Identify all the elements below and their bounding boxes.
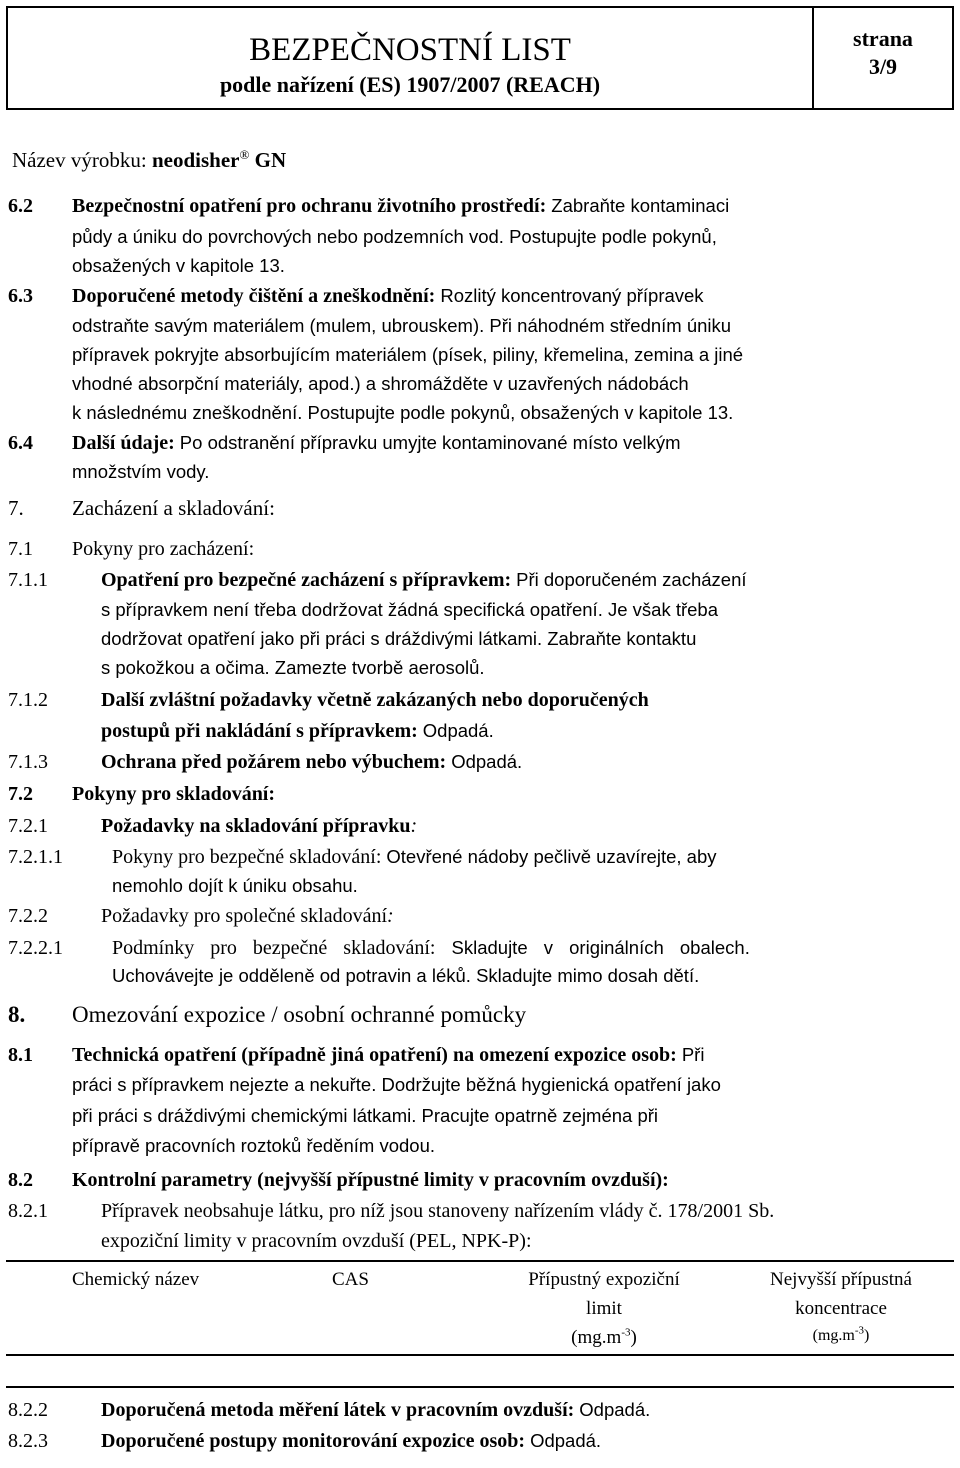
document-header (6, 6, 954, 110)
body-text: při práci s dráždivými chemickými látkami. Pracujte opatrně zejména při (72, 1105, 659, 1126)
body-text: k následnému zneškodnění. (72, 402, 303, 423)
section-7-2-1-line (101, 814, 417, 838)
document-subtitle: podle nařízení (ES) 1907/2007 (REACH) (219, 72, 601, 97)
document-title: BEZPEČNOSTNÍ LIST (249, 32, 571, 68)
section-number: 7.1.2 (8, 689, 48, 711)
body-text: Postupujte podle pokynů, obsažených v kapitole 13. (307, 402, 734, 423)
section-number: 8.1 (8, 1044, 33, 1066)
body-text: Uchovávejte je odděleně od potravin a léků. Skladujte mimo dosah dětí. (112, 965, 700, 986)
section-number: 7.2.1.1 (8, 846, 63, 868)
section-number: 8. (8, 1002, 26, 1027)
section-heading: Bezpečnostní opatření pro ochranu životního prostředí: (72, 195, 547, 217)
section-7-1-3-line (101, 750, 522, 774)
section-heading: Pokyny pro skladování: (72, 783, 276, 805)
subsection-label: Pokyny pro bezpečné skladování: (112, 846, 382, 868)
heading-colon: : (387, 905, 394, 927)
body-text: Po odstranění přípravku umyjte kontaminované místo velkým (179, 432, 681, 453)
body-text: půdy a úniku do povrchových nebo podzemních vod. Postupujte podle pokynů, (72, 226, 717, 247)
section-number: 6.3 (8, 285, 33, 307)
section-7-1-1-line-1 (101, 568, 747, 592)
unit-exponent: -3 (621, 1326, 631, 1339)
section-heading: postupů při nakládání s přípravkem: (101, 720, 418, 742)
section-6-3-line-4 (72, 372, 689, 396)
section-heading: Další zvláštní požadavky včetně zakázaných nebo doporučených (101, 689, 649, 711)
body-text: přípravě pracovních roztoků ředěním vodou. (72, 1135, 435, 1156)
body-text: Odpadá. (530, 1430, 602, 1451)
unit-close: ) (630, 1327, 637, 1348)
section-heading: Další údaje: (72, 432, 175, 454)
heading-colon: : (410, 815, 418, 837)
section-number: 7.2.1 (8, 815, 48, 837)
header-line: Nejvyšší přípustná (770, 1269, 912, 1290)
body-text: Zabraňte kontaminaci (551, 195, 730, 216)
body-text: Při doporučeném zacházení (516, 569, 747, 590)
section-heading: Ochrana před požárem nebo výbuchem: (101, 751, 447, 773)
body-text: množstvím vody. (72, 461, 210, 482)
body-text: Rozlitý koncentrovaný přípravek (440, 285, 704, 306)
section-number: 8.2.1 (8, 1200, 48, 1222)
subsection-label: Požadavky pro společné skladování (101, 905, 388, 927)
section-heading: Doporučené metody čištění a zneškodnění: (72, 285, 436, 307)
section-number: 7.2.2.1 (8, 937, 63, 959)
table-header-chemical-name: Chemický název (72, 1269, 200, 1290)
section-number: 8.2 (8, 1169, 33, 1191)
section-heading: Požadavky na skladování přípravku (101, 815, 411, 837)
section-number: 8.2.2 (8, 1399, 48, 1421)
section-8-2-2-line (101, 1398, 650, 1422)
section-number: 7.1 (8, 538, 33, 560)
page-number: 3/9 (868, 54, 898, 79)
section-8-2-3-line (101, 1429, 601, 1453)
table-header-border (6, 1354, 954, 1356)
body-text: expoziční limity v pracovním ovzduší (PEL, NPK-P): (101, 1230, 532, 1252)
section-heading: Technická opatření (případně jiná opatření) na omezení expozice osob: (72, 1044, 677, 1066)
body-text: obsažených v kapitole 13. (72, 255, 285, 276)
body-text: Odpadá. (422, 720, 494, 741)
section-heading: Omezování expozice / osobní ochranné pomůcky (72, 1002, 527, 1027)
unit-text: (mg.m (812, 1327, 855, 1344)
section-7-2-2-1-line-1 (112, 936, 750, 960)
section-heading: Doporučené postupy monitorování expozice osob: (101, 1430, 526, 1452)
header-unit (728, 1322, 954, 1349)
section-7-2-2-line (101, 904, 394, 928)
section-number: 7.2 (8, 783, 33, 805)
unit-close: ) (864, 1327, 870, 1344)
section-8-1-line-1 (72, 1043, 704, 1067)
body-text: Odpadá. (451, 751, 523, 772)
body-text: Při (681, 1044, 705, 1065)
section-number: 6.2 (8, 195, 33, 217)
body-text: Odpadá. (579, 1399, 651, 1420)
section-6-2-line-1 (72, 194, 729, 218)
header-line: koncentrace (795, 1298, 887, 1319)
body-text: Přípravek neobsahuje látku, pro níž jsou stanoveny nařízením vlády č. 178/2001 Sb. (101, 1200, 775, 1222)
body-text: nemohlo dojít k úniku obsahu. (112, 875, 358, 896)
section-7-2-1-1-line-1 (112, 845, 716, 869)
section-number: 7.1.3 (8, 751, 48, 773)
section-heading: Pokyny pro zacházení: (72, 538, 255, 560)
body-text: Skladujte v originálních obalech. (451, 937, 750, 958)
table-header-cas: CAS (332, 1269, 369, 1290)
product-label: Název výrobku: (12, 148, 147, 172)
section-heading: Zacházení a skladování: (72, 496, 275, 520)
section-6-3-line-1 (72, 284, 704, 308)
product-name: neodisher (151, 148, 240, 172)
section-7-1-2-line-2 (101, 719, 494, 743)
section-6-3-line-5 (72, 401, 733, 425)
page-label: strana (853, 26, 913, 51)
section-heading: Opatření pro bezpečné zacházení s přípravkem: (101, 569, 512, 591)
section-heading: Doporučená metoda měření látek v pracovním ovzduší: (101, 1399, 575, 1421)
registered-mark: ® (239, 147, 250, 162)
header-line: limit (586, 1298, 622, 1319)
product-suffix: GN (254, 148, 287, 172)
table-bottom-border (6, 1386, 954, 1388)
section-6-4-line-1 (72, 431, 681, 455)
product-line (12, 148, 286, 172)
unit-exponent: -3 (854, 1324, 865, 1337)
body-text: Otevřené nádoby pečlivě uzavírejte, aby (386, 846, 717, 867)
section-heading: Kontrolní parametry (nejvyšší přípustné limity v pracovním ovzduší): (72, 1169, 669, 1191)
body-text: s pokožkou a očima. Zamezte tvorbě aerosolů. (101, 657, 485, 678)
header-unit (490, 1324, 718, 1351)
section-number: 6.4 (8, 432, 33, 454)
subsection-label: Podmínky pro bezpečné skladování: (112, 937, 436, 959)
body-text: dodržovat opatření jako při práci s dráždivými látkami. Zabraňte kontaktu (101, 628, 697, 649)
section-number: 7. (8, 496, 24, 520)
section-number: 7.1.1 (8, 569, 48, 591)
body-text: přípravek pokryjte absorbujícím materiálem (písek, piliny, křemelina, zemina a jiné (72, 344, 744, 365)
table-top-border (6, 1260, 954, 1262)
section-number: 7.2.2 (8, 905, 48, 927)
body-text: vhodné absorpční materiály, apod. (72, 373, 355, 394)
body-text: odstraňte savým materiálem (mulem, ubrouskem). (72, 315, 485, 336)
body-text: s přípravkem není třeba dodržovat žádná specifická opatření. Je však třeba (101, 599, 718, 620)
section-number: 8.2.3 (8, 1430, 48, 1452)
body-text: práci s přípravkem nejezte a nekuřte. Dodržujte běžná hygienická opatření jako (72, 1074, 721, 1095)
header-line: Přípustný expoziční (528, 1269, 680, 1290)
body-text: Při náhodném středním úniku (489, 315, 732, 336)
body-text: ) a shromážděte v uzavřených nádobách (354, 373, 689, 394)
section-6-3-line-2 (72, 314, 731, 338)
unit-text: (mg.m (571, 1327, 622, 1348)
